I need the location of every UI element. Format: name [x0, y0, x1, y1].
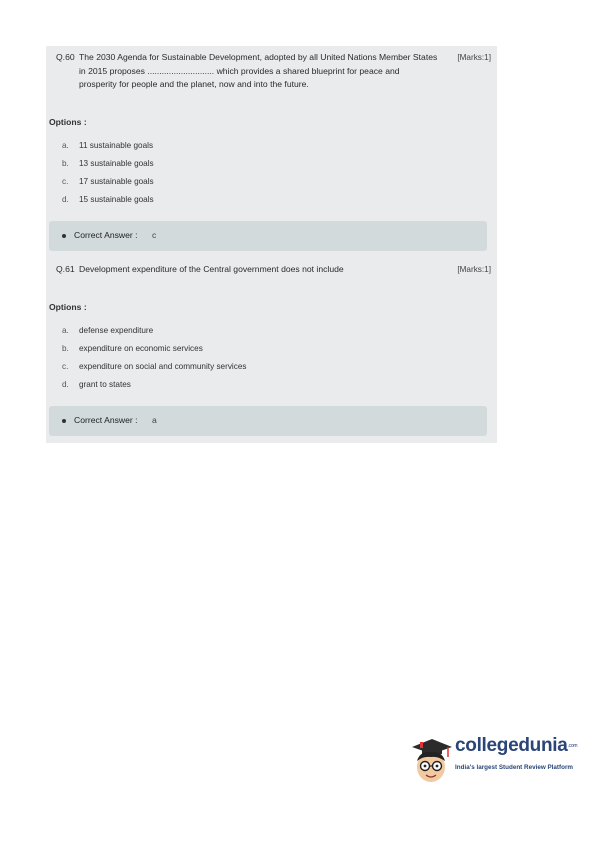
option-d: d. grant to states: [62, 380, 131, 389]
correct-answer-box: [49, 406, 487, 436]
option-a: a. 11 sustainable goals: [62, 141, 154, 150]
correct-answer-label: Correct Answer :: [74, 415, 138, 425]
correct-answer-value: c: [152, 230, 157, 240]
option-c: c. 17 sustainable goals: [62, 177, 154, 186]
mascot-icon: [408, 733, 454, 785]
bullet-icon: [62, 419, 66, 423]
options-label: Options :: [49, 302, 87, 312]
option-c: c. expenditure on social and community services: [62, 362, 247, 371]
question-61: [46, 263, 497, 279]
collegedunia-logo: [408, 733, 584, 785]
correct-answer-label: Correct Answer :: [74, 230, 138, 240]
brand-tagline: India's largest Student Review Platform: [455, 764, 574, 771]
option-b: b. 13 sustainable goals: [62, 159, 154, 168]
question-number: Q.61: [56, 264, 75, 274]
question-marks: [Marks:1]: [457, 265, 491, 274]
question-text: The 2030 Agenda for Sustainable Development, adopted by all United Nations Member States in 2015 proposes ............................ which provides a shared blueprint for peace and prosperity for people and the planet, now and into the future.: [79, 52, 438, 89]
option-a: a. defense expenditure: [62, 326, 154, 335]
questions-panel: [46, 46, 497, 443]
question-text: Development expenditure of the Central government does not include: [79, 264, 344, 274]
option-d: d. 15 sustainable goals: [62, 195, 154, 204]
bullet-icon: [62, 234, 66, 238]
question-marks: [Marks:1]: [457, 53, 491, 62]
options-label: Options :: [49, 117, 87, 127]
correct-answer-value: a: [152, 415, 157, 425]
question-number: Q.60: [56, 52, 75, 62]
brand-name: collegedunia.com: [455, 735, 578, 756]
option-b: b. expenditure on economic services: [62, 344, 203, 353]
question-60: [46, 51, 497, 111]
correct-answer-box: [49, 221, 487, 251]
